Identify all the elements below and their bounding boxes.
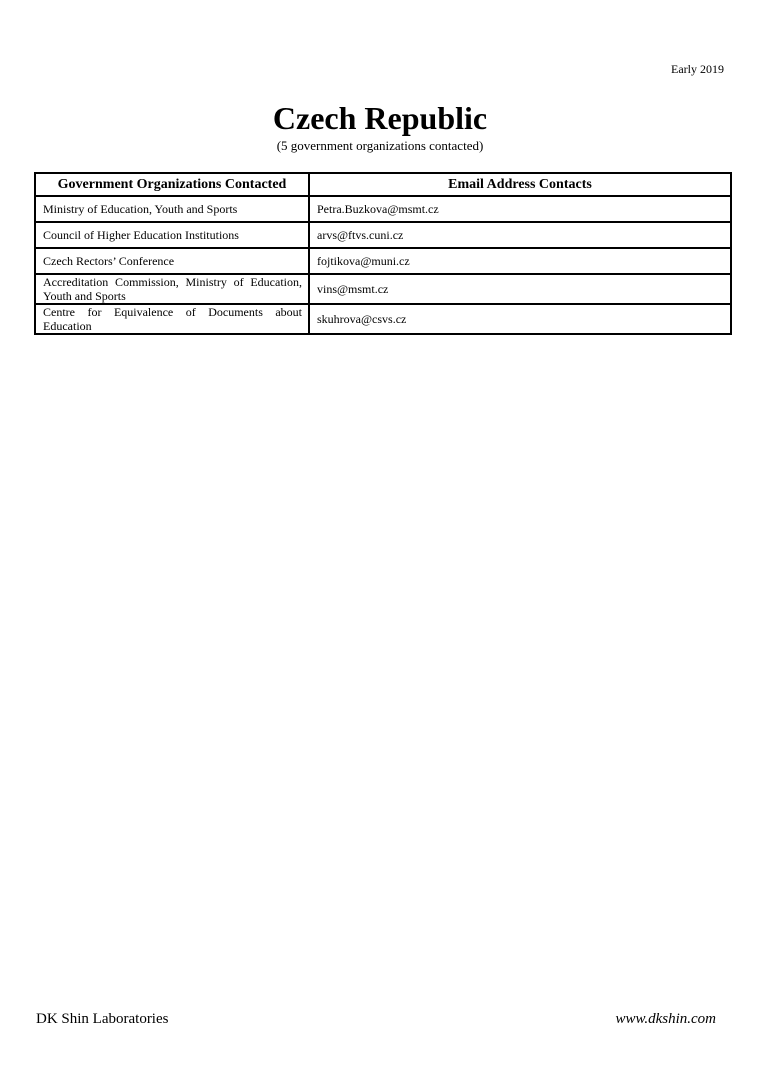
table-row (35, 196, 731, 222)
email-cell: Petra.Buzkova@msmt.cz (309, 196, 731, 222)
table-row (35, 274, 731, 304)
column-header-email: Email Address Contacts (309, 173, 731, 196)
footer-lab-name: DK Shin Laboratories (36, 1011, 169, 1027)
page-title: Czech Republic (272, 100, 488, 136)
organization-cell: Czech Rectors’ Conference (35, 248, 309, 274)
table-row (35, 222, 731, 248)
organization-cell: Ministry of Education, Youth and Sports (35, 196, 309, 222)
footer-website: www.dkshin.com (615, 1011, 716, 1027)
table-row (35, 304, 731, 334)
organization-cell: Council of Higher Education Institutions (35, 222, 309, 248)
email-cell: fojtikova@muni.cz (309, 248, 731, 274)
organization-cell: Centre for Equivalence of Documents about Education (35, 304, 309, 334)
column-header-organizations: Government Organizations Contacted (35, 173, 309, 196)
table-row (35, 248, 731, 274)
page-subtitle: (5 government organizations contacted) (276, 138, 484, 153)
organization-cell: Accreditation Commission, Ministry of Education, Youth and Sports (35, 274, 309, 304)
email-cell: vins@msmt.cz (309, 274, 731, 304)
table-header-row (35, 173, 731, 196)
email-cell: skuhrova@csvs.cz (309, 304, 731, 334)
document-date: Early 2019 (671, 62, 724, 76)
contacts-table (34, 172, 732, 335)
email-cell: arvs@ftvs.cuni.cz (309, 222, 731, 248)
